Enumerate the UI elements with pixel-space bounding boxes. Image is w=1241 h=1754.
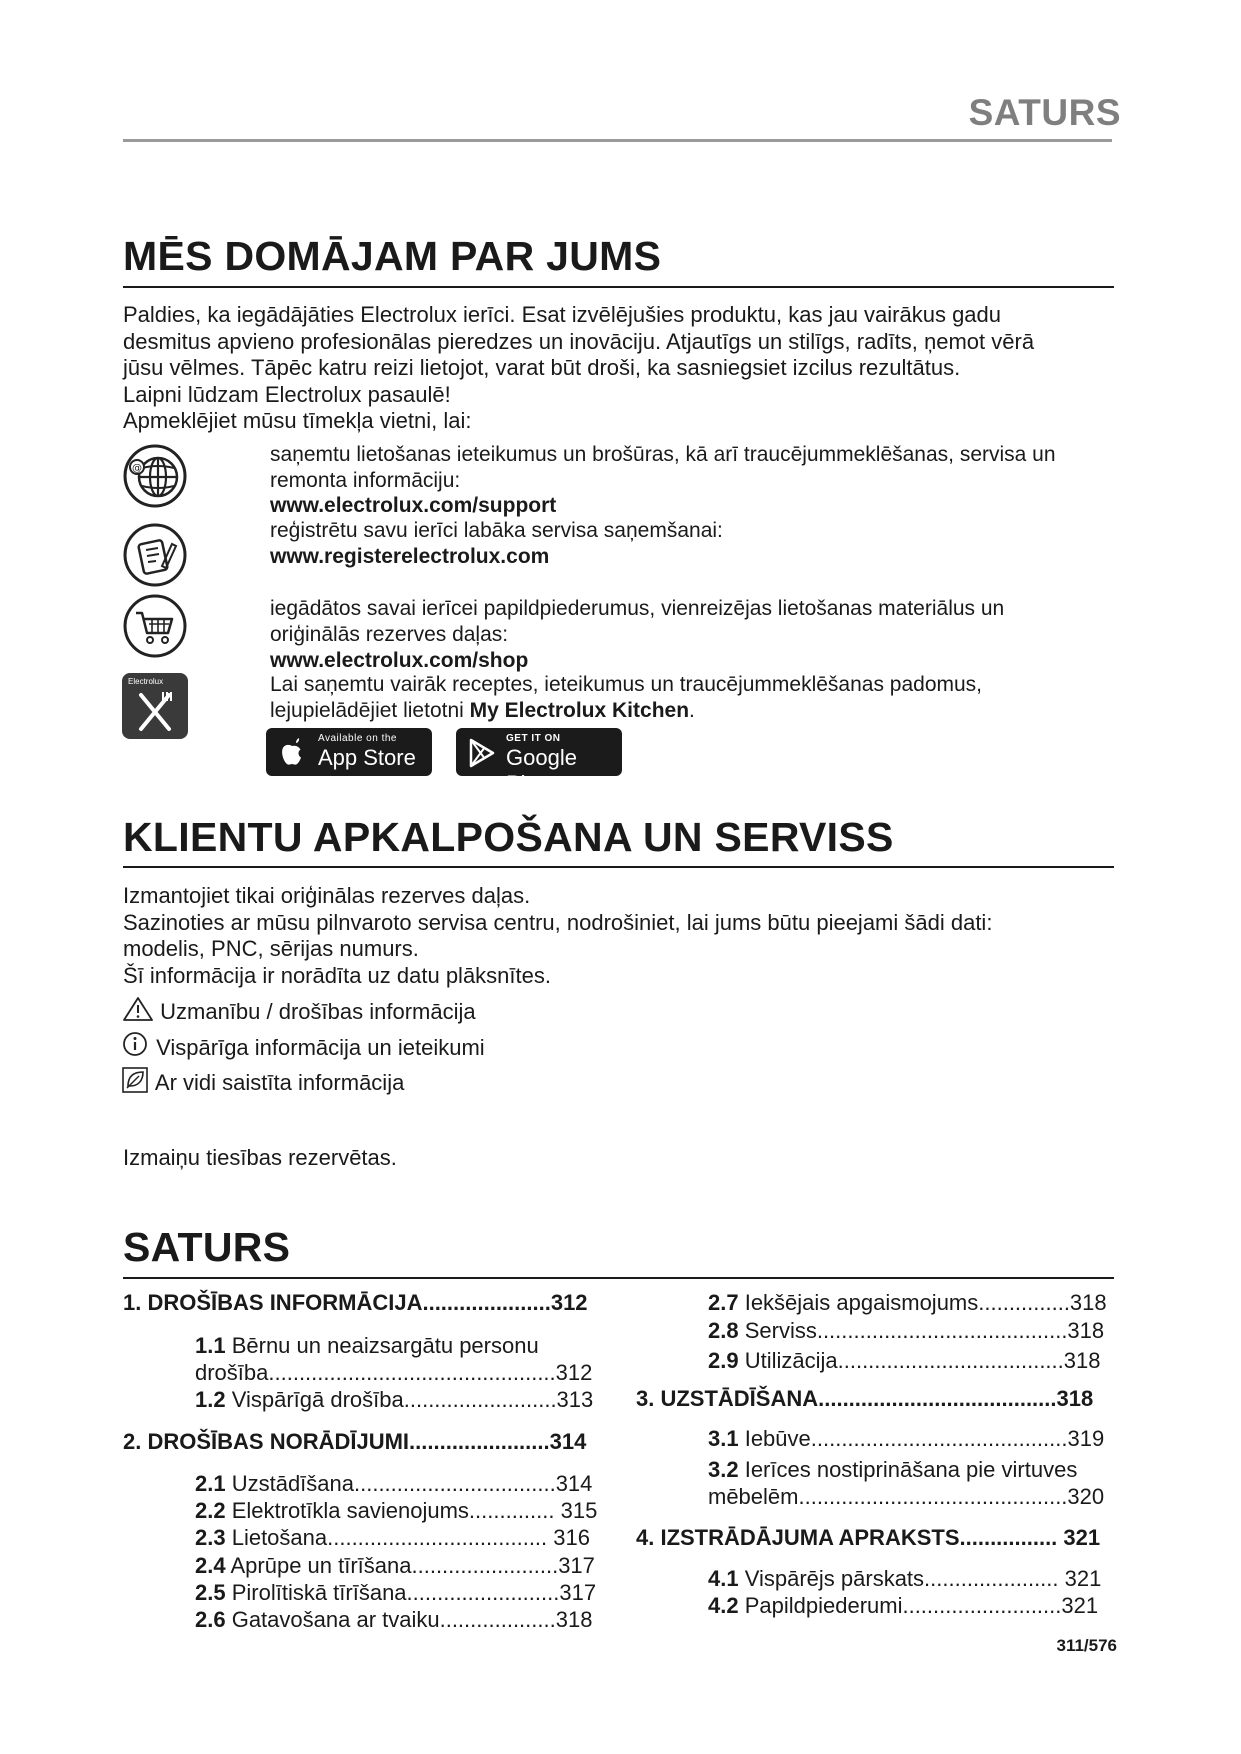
- support-link[interactable]: www.electrolux.com/support: [270, 494, 557, 517]
- toc-number: 2.7: [708, 1290, 739, 1315]
- section-rule: [123, 286, 1114, 288]
- service-line: Izmantojiet tikai oriģinālas rezerves daļas.: [123, 883, 531, 908]
- fork-knife-icon: [135, 689, 175, 733]
- info-icon: [122, 1032, 150, 1058]
- page-number: 311/576: [1056, 1636, 1117, 1655]
- toc-title: Aprūpe un tīrīšana........................317: [225, 1553, 595, 1578]
- app-name: My Electrolux Kitchen: [469, 699, 690, 722]
- service-line: Sazinoties ar mūsu pilnvaroto servisa centru, nodrošiniet, lai jums būtu pieejami šādi dati:: [123, 910, 993, 935]
- section-heading-we-care: MĒS DOMĀJAM PAR JUMS: [123, 233, 662, 279]
- legend-info-text: Vispārīga informācija un ieteikumi: [156, 1035, 485, 1060]
- toc-title: Utilizācija.....................................318: [738, 1348, 1101, 1373]
- toc-item-2-9[interactable]: [708, 1347, 1100, 1374]
- toc-title: Pirolītiskā tīrīšana.........................317: [225, 1580, 597, 1605]
- intro-line: Paldies, ka iegādājāties Electrolux ierīci. Esat izvēlējušies produktu, kas jau vairākus gadu: [123, 302, 1002, 327]
- toc-number: 2.9: [708, 1348, 739, 1373]
- section-rule: [123, 1277, 1114, 1279]
- header-rule: [123, 139, 1112, 142]
- google-play-small-text: GET IT ON: [506, 733, 561, 744]
- toc-number: 3.2: [708, 1457, 739, 1482]
- toc-number: 2.4: [195, 1553, 226, 1578]
- toc-number: 2.1: [195, 1471, 226, 1496]
- toc-item-2-6[interactable]: [195, 1606, 592, 1633]
- toc-number: 1.1: [195, 1333, 226, 1358]
- toc-chapter-3[interactable]: 3. UZSTĀDĪŠANA.......................................318: [636, 1386, 1094, 1411]
- app-icon-brand-label: Electrolux: [128, 677, 164, 686]
- intro-line: Apmeklējiet mūsu tīmekļa vietni, lai:: [123, 408, 472, 433]
- toc-title: Lietošana.................................... 316: [225, 1525, 590, 1550]
- legend-warning-text: Uzmanību / drošības informācija: [160, 999, 476, 1024]
- header-title: SATURS: [968, 92, 1121, 133]
- legend-environment-text: Ar vidi saistīta informācija: [154, 1070, 405, 1095]
- toc-item-1-1-cont[interactable]: drošība...............................................312: [195, 1360, 593, 1385]
- toc-item-4-2[interactable]: [708, 1592, 1098, 1619]
- toc-item-2-4[interactable]: [195, 1552, 595, 1579]
- toc-title: Papildpiederumi..........................321: [738, 1593, 1099, 1618]
- toc-title: Uzstādīšana.................................314: [225, 1471, 593, 1496]
- app-store-button[interactable]: [266, 728, 432, 776]
- intro-line: Laipni lūdzam Electrolux pasaulē!: [123, 382, 451, 407]
- toc-title: Vispārīgā drošība.........................313: [225, 1387, 594, 1412]
- service-line: modelis, PNC, sērijas numurs.: [123, 936, 419, 961]
- toc-number: 1.2: [195, 1387, 226, 1412]
- toc-item-2-8[interactable]: [708, 1317, 1104, 1344]
- toc-item-3-1[interactable]: [708, 1425, 1104, 1452]
- section-heading-customer-service: KLIENTU APKALPOŠANA UN SERVISS: [123, 814, 894, 860]
- app-text: Lai saņemtu vairāk receptes, ieteikumus un traucējummeklēšanas padomus,: [270, 673, 983, 696]
- toc-item-2-3[interactable]: [195, 1524, 590, 1551]
- toc-number: 2.2: [195, 1498, 226, 1523]
- apple-icon: [280, 738, 304, 766]
- app-store-label: App Store: [318, 745, 416, 770]
- google-play-button[interactable]: [456, 728, 622, 796]
- register-link[interactable]: www.registerelectrolux.com: [270, 545, 550, 568]
- shop-text: oriģinālās rezerves daļas:: [270, 623, 509, 646]
- toc-item-4-1[interactable]: [708, 1565, 1101, 1592]
- legend-info: [122, 1032, 485, 1061]
- toc-number: 4.2: [708, 1593, 739, 1618]
- toc-title: Vispārējs pārskats...................... 321: [738, 1566, 1102, 1591]
- app-text-line2: [270, 698, 1110, 724]
- intro-line: desmitus apvieno profesionālas pieredzes un inovāciju. Atjautīgs un stilīgs, radīts, ņemot vērā: [123, 329, 1035, 354]
- google-play-icon: [468, 738, 496, 768]
- svg-text:@: @: [132, 463, 142, 474]
- toc-title: Bērnu un neaizsargātu personu: [225, 1333, 539, 1358]
- toc-title: Iekšējais apgaismojums...............318: [738, 1290, 1107, 1315]
- google-play-label: Google Play: [506, 745, 577, 796]
- intro-line: jūsu vēlmes. Tāpēc katru reizi lietojot, varat būt droši, ka sasniegsiet izcilus rezultātus.: [123, 355, 961, 380]
- rights-reserved: Izmaiņu tiesības rezervētas.: [123, 1145, 397, 1170]
- toc-item-1-2[interactable]: [195, 1386, 593, 1413]
- toc-number: 3.1: [708, 1426, 739, 1451]
- toc-number: 4.1: [708, 1566, 739, 1591]
- section-rule: [123, 866, 1114, 868]
- toc-number: 2.6: [195, 1607, 226, 1632]
- toc-item-2-7[interactable]: [708, 1289, 1107, 1316]
- section-heading-contents: SATURS: [123, 1224, 291, 1270]
- shopping-cart-icon: [122, 593, 188, 659]
- toc-chapter-1[interactable]: 1. DROŠĪBAS INFORMĀCIJA.....................312: [123, 1290, 588, 1315]
- toc-title: Ierīces nostiprināšana pie virtuves: [738, 1457, 1078, 1482]
- register-document-icon: [122, 522, 188, 588]
- shop-text: iegādātos savai ierīcei papildpiederumus, vienreizējas lietošanas materiālus un: [270, 597, 1005, 620]
- legend-warning: [122, 996, 476, 1025]
- toc-number: 2.5: [195, 1580, 226, 1605]
- globe-icon: [122, 443, 188, 509]
- app-text-prefix: lejupielādējiet lietotni: [270, 699, 470, 722]
- support-text: saņemtu lietošanas ieteikumus un brošūras, kā arī traucējummeklēšanas, servisa un: [270, 443, 1056, 466]
- toc-title: Serviss.........................................318: [738, 1318, 1105, 1343]
- my-electrolux-kitchen-app-icon: [122, 673, 188, 739]
- toc-item-3-2[interactable]: [708, 1456, 1077, 1483]
- toc-title: Iebūve..........................................319: [738, 1426, 1105, 1451]
- toc-item-1-1[interactable]: [195, 1332, 539, 1359]
- toc-item-2-1[interactable]: [195, 1470, 592, 1497]
- toc-title: Gatavošana ar tvaiku...................318: [225, 1607, 593, 1632]
- toc-chapter-2[interactable]: 2. DROŠĪBAS NORĀDĪJUMI.......................314: [123, 1429, 587, 1454]
- support-text: remonta informāciju:: [270, 469, 461, 492]
- shop-link[interactable]: www.electrolux.com/shop: [270, 649, 529, 672]
- toc-title: Elektrotīkla savienojums.............. 315: [225, 1498, 598, 1523]
- leaf-icon: [122, 1067, 150, 1093]
- toc-item-3-2-cont[interactable]: mēbelēm............................................320: [708, 1484, 1105, 1509]
- legend-environment: [122, 1067, 404, 1096]
- toc-item-2-2[interactable]: [195, 1497, 597, 1524]
- register-text: reģistrētu savu ierīci labāka servisa saņemšanai:: [270, 519, 723, 542]
- warning-icon: [122, 996, 154, 1022]
- toc-item-2-5[interactable]: [195, 1579, 596, 1606]
- app-text-suffix: .: [689, 699, 695, 722]
- toc-number: 2.8: [708, 1318, 739, 1343]
- toc-chapter-4[interactable]: 4. IZSTRĀDĀJUMA APRAKSTS................ 321: [636, 1525, 1101, 1550]
- toc-number: 2.3: [195, 1525, 226, 1550]
- service-line: Šī informācija ir norādīta uz datu plāksnītes.: [123, 963, 551, 988]
- app-store-small-text: Available on the: [318, 733, 397, 744]
